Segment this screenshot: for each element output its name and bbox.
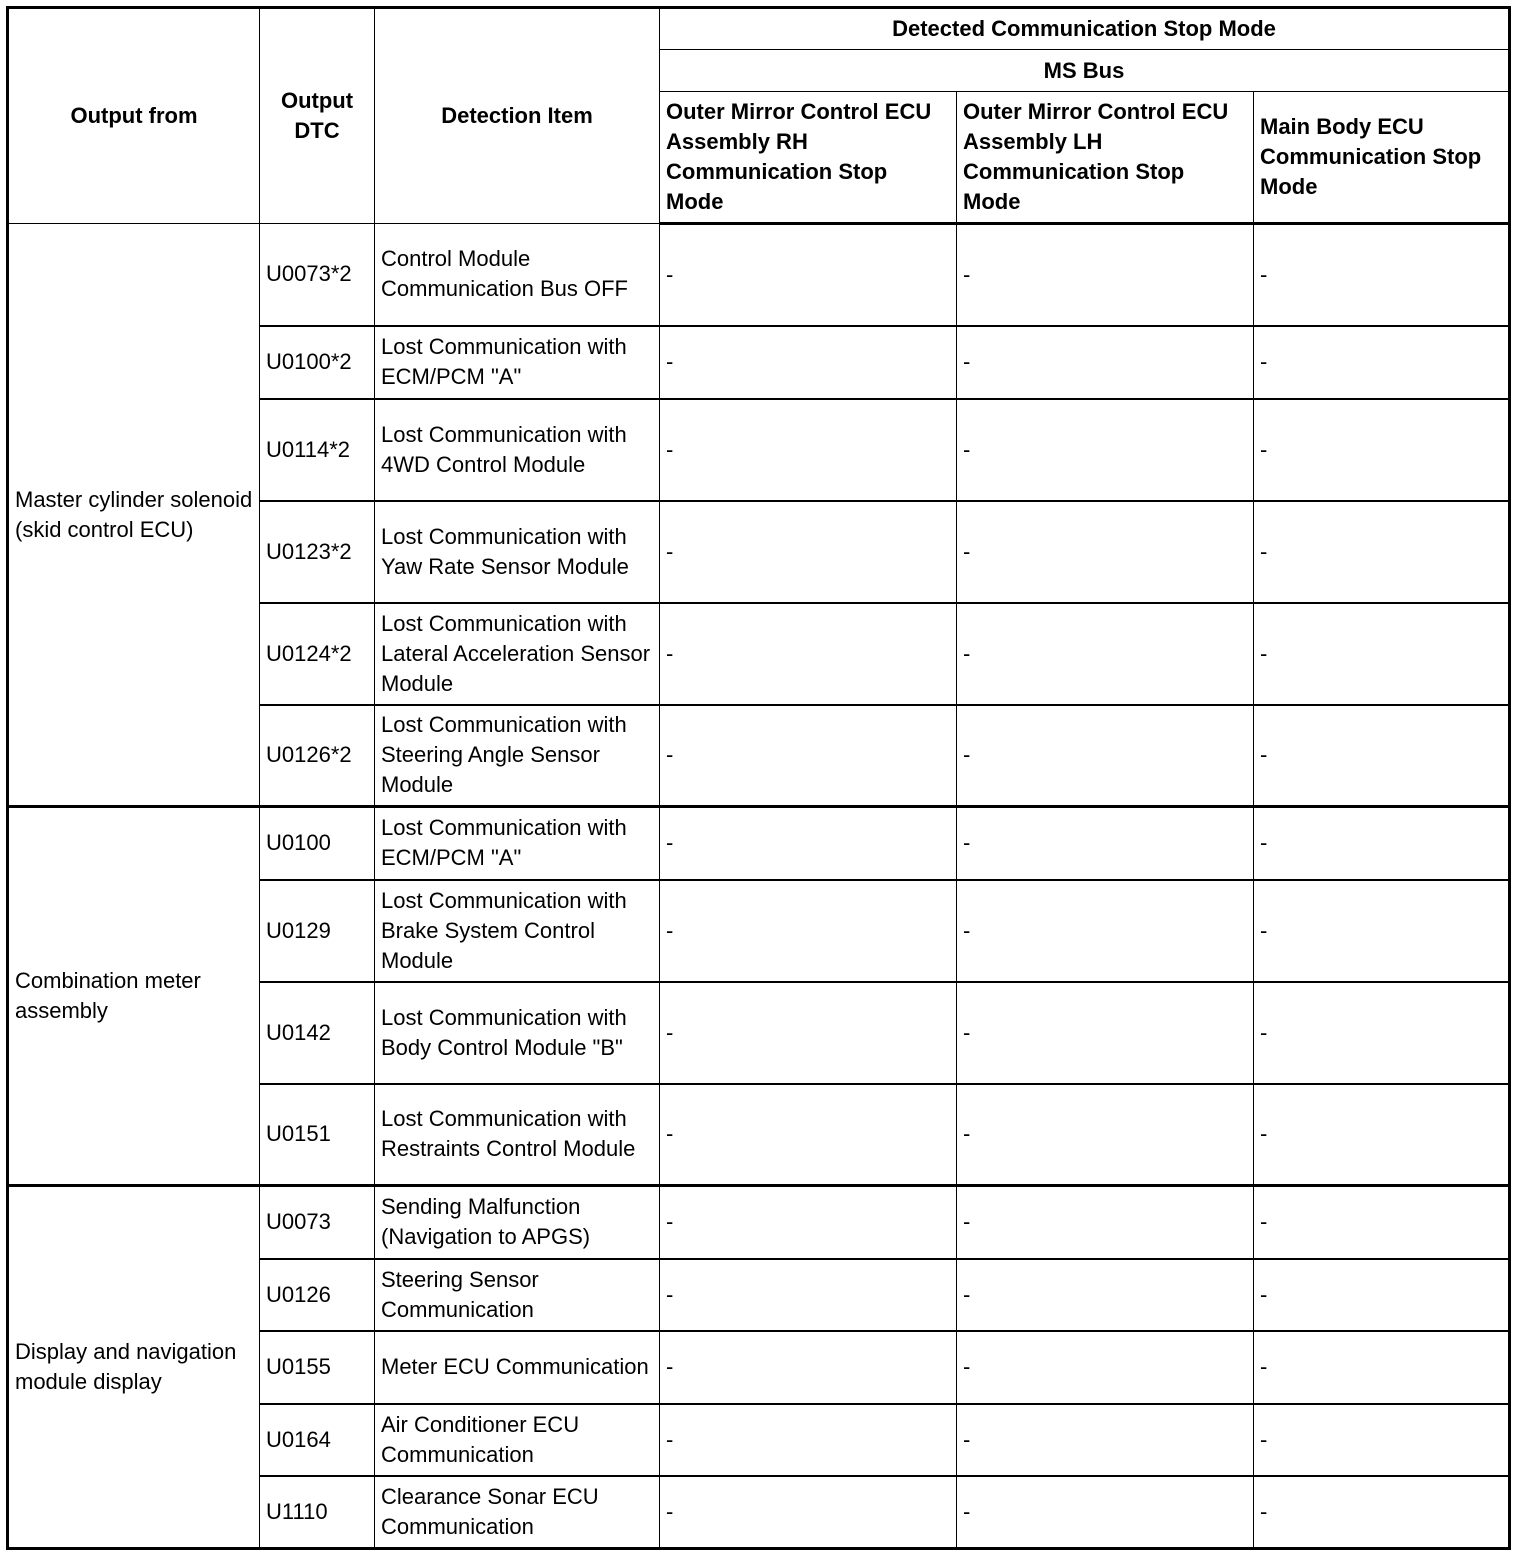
- lh-mode-cell: -: [957, 224, 1254, 326]
- table-row: [8, 807, 1510, 880]
- dtc-cell: U0124*2: [260, 603, 375, 705]
- main-body-mode-cell: -: [1254, 1331, 1510, 1404]
- main-body-mode-cell: -: [1254, 399, 1510, 501]
- main-body-mode-cell: -: [1254, 501, 1510, 603]
- detection-item-cell: Lost Communication with Lateral Acceleration Sensor Module: [375, 603, 660, 705]
- output-from-cell: Master cylinder solenoid (skid control ECU): [8, 224, 260, 807]
- rh-mode-cell: -: [660, 1186, 957, 1259]
- dtc-cell: U0155: [260, 1331, 375, 1404]
- rh-mode-cell: -: [660, 399, 957, 501]
- main-body-mode-cell: -: [1254, 807, 1510, 880]
- detection-item-cell: Lost Communication with ECM/PCM "A": [375, 326, 660, 399]
- detection-item-cell: Air Conditioner ECU Communication: [375, 1404, 660, 1476]
- lh-mode-cell: -: [957, 705, 1254, 807]
- main-body-mode-cell: -: [1254, 880, 1510, 982]
- table-body: [8, 224, 1510, 1549]
- main-body-mode-cell: -: [1254, 224, 1510, 326]
- detection-item-cell: Lost Communication with Brake System Control Module: [375, 880, 660, 982]
- main-body-mode-cell: -: [1254, 326, 1510, 399]
- detection-item-cell: Clearance Sonar ECU Communication: [375, 1476, 660, 1549]
- rh-mode-cell: -: [660, 501, 957, 603]
- dtc-cell: U0126*2: [260, 705, 375, 807]
- lh-mode-cell: -: [957, 1331, 1254, 1404]
- detection-item-cell: Lost Communication with Restraints Control Module: [375, 1084, 660, 1186]
- detection-item-cell: Lost Communication with ECM/PCM "A": [375, 807, 660, 880]
- detection-item-cell: Lost Communication with Body Control Module "B": [375, 982, 660, 1084]
- detection-item-cell: Control Module Communication Bus OFF: [375, 224, 660, 326]
- header-main-body-stop-mode: Main Body ECU Communication Stop Mode: [1254, 92, 1510, 224]
- detection-item-cell: Sending Malfunction (Navigation to APGS): [375, 1186, 660, 1259]
- dtc-cell: U0073: [260, 1186, 375, 1259]
- dtc-cell: U0114*2: [260, 399, 375, 501]
- rh-mode-cell: -: [660, 1331, 957, 1404]
- header-output-dtc: Output DTC: [260, 8, 375, 224]
- header-ms-bus: MS Bus: [660, 50, 1510, 92]
- table-row: [8, 1186, 1510, 1259]
- header-output-from: Output from: [8, 8, 260, 224]
- lh-mode-cell: -: [957, 603, 1254, 705]
- lh-mode-cell: -: [957, 880, 1254, 982]
- rh-mode-cell: -: [660, 705, 957, 807]
- lh-mode-cell: -: [957, 501, 1254, 603]
- header-lh-stop-mode: Outer Mirror Control ECU Assembly LH Communication Stop Mode: [957, 92, 1254, 224]
- lh-mode-cell: -: [957, 1084, 1254, 1186]
- lh-mode-cell: -: [957, 1259, 1254, 1331]
- lh-mode-cell: -: [957, 807, 1254, 880]
- dtc-cell: U1110: [260, 1476, 375, 1549]
- dtc-cell: U0129: [260, 880, 375, 982]
- lh-mode-cell: -: [957, 1186, 1254, 1259]
- main-body-mode-cell: -: [1254, 603, 1510, 705]
- lh-mode-cell: -: [957, 1404, 1254, 1476]
- rh-mode-cell: -: [660, 807, 957, 880]
- detection-item-cell: Lost Communication with Steering Angle Sensor Module: [375, 705, 660, 807]
- dtc-cell: U0073*2: [260, 224, 375, 326]
- main-body-mode-cell: -: [1254, 1259, 1510, 1331]
- dtc-cell: U0151: [260, 1084, 375, 1186]
- dtc-cell: U0126: [260, 1259, 375, 1331]
- main-body-mode-cell: -: [1254, 705, 1510, 807]
- dtc-cell: U0142: [260, 982, 375, 1084]
- dtc-cell: U0164: [260, 1404, 375, 1476]
- detection-item-cell: Lost Communication with 4WD Control Module: [375, 399, 660, 501]
- output-from-cell: Display and navigation module display: [8, 1186, 260, 1549]
- output-from-cell: Combination meter assembly: [8, 807, 260, 1186]
- lh-mode-cell: -: [957, 326, 1254, 399]
- rh-mode-cell: -: [660, 224, 957, 326]
- lh-mode-cell: -: [957, 1476, 1254, 1549]
- dtc-cell: U0100*2: [260, 326, 375, 399]
- table-row: [8, 224, 1510, 326]
- lh-mode-cell: -: [957, 982, 1254, 1084]
- main-body-mode-cell: -: [1254, 1404, 1510, 1476]
- main-body-mode-cell: -: [1254, 1084, 1510, 1186]
- dtc-communication-stop-table: [6, 6, 1511, 1550]
- rh-mode-cell: -: [660, 1259, 957, 1331]
- detection-item-cell: Steering Sensor Communication: [375, 1259, 660, 1331]
- rh-mode-cell: -: [660, 880, 957, 982]
- dtc-cell: U0100: [260, 807, 375, 880]
- rh-mode-cell: -: [660, 982, 957, 1084]
- rh-mode-cell: -: [660, 603, 957, 705]
- main-body-mode-cell: -: [1254, 982, 1510, 1084]
- rh-mode-cell: -: [660, 1476, 957, 1549]
- header-detected-mode: Detected Communication Stop Mode: [660, 8, 1510, 50]
- header-rh-stop-mode: Outer Mirror Control ECU Assembly RH Communication Stop Mode: [660, 92, 957, 224]
- lh-mode-cell: -: [957, 399, 1254, 501]
- rh-mode-cell: -: [660, 1084, 957, 1186]
- rh-mode-cell: -: [660, 326, 957, 399]
- detection-item-cell: Lost Communication with Yaw Rate Sensor Module: [375, 501, 660, 603]
- dtc-cell: U0123*2: [260, 501, 375, 603]
- main-body-mode-cell: -: [1254, 1476, 1510, 1549]
- main-body-mode-cell: -: [1254, 1186, 1510, 1259]
- rh-mode-cell: -: [660, 1404, 957, 1476]
- header-detection-item: Detection Item: [375, 8, 660, 224]
- detection-item-cell: Meter ECU Communication: [375, 1331, 660, 1404]
